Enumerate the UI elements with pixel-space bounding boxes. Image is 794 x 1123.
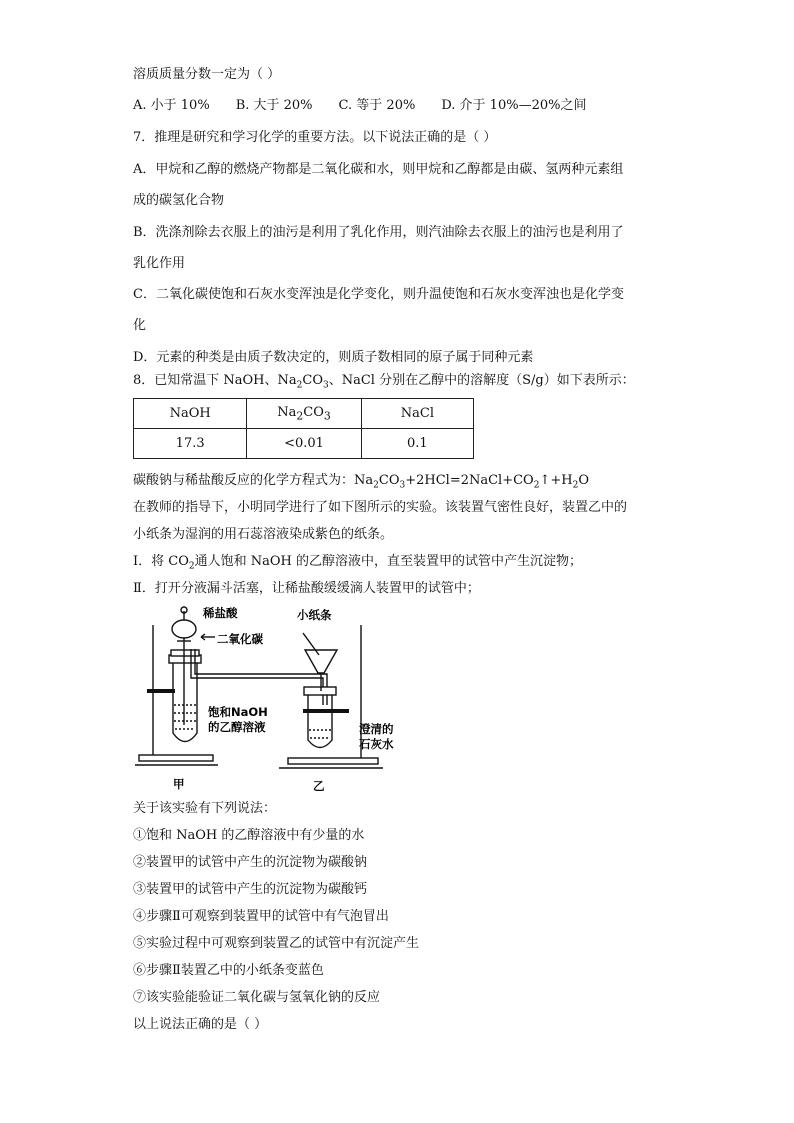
q8-step2: Ⅱ．打开分液漏斗活塞，让稀盐酸缓缓滴人装置甲的试管中； xyxy=(133,581,480,596)
q8-equation: 碳酸钠与稀盐酸反应的化学方程式为：$Na_2CO_3+2HCl=2NaCl+CO_2↑+H_2O$ xyxy=(133,473,589,491)
label-solution-line2: 的乙醇溶液 xyxy=(208,720,266,734)
q8-statement-4: ④步骤Ⅱ可观察到装置甲的试管中有气泡冒出 xyxy=(133,909,389,924)
q7-option-a-line2: 成的碳氢化合物 xyxy=(133,193,225,208)
table-header-na2co3: $Na_2CO_3$ xyxy=(247,399,361,429)
q6-option-d: D. 介于 10%—20%之间 xyxy=(441,98,587,113)
table-row xyxy=(134,399,474,429)
q7-option-a-line1: A．甲烷和乙醇的燃烧产物都是二氧化碳和水，则甲烷和乙醇都是由碳、氢两种元素组 xyxy=(133,162,624,177)
table-cell-naoh: 17.3 xyxy=(134,429,247,459)
q8-step1: I．将 $CO_2$通人饱和 NaOH 的乙醇溶液中，直至装置甲的试管中产生沉淀物； xyxy=(133,554,582,572)
q6-options xyxy=(133,97,612,115)
q6-option-a: A. 小于 10% xyxy=(133,98,210,113)
q8-statement-2: ②装置甲的试管中产生的沉淀物为碳酸钠 xyxy=(133,855,368,870)
q8-stem: 8．已知常温下 NaOH、$Na_2CO_3$、NaCl 分别在乙醇中的溶解度（S/g）如下表所示： xyxy=(133,373,635,391)
table-cell-nacl: 0.1 xyxy=(361,429,473,459)
q8-statement-3: ③装置甲的试管中产生的沉淀物为碳酸钙 xyxy=(133,882,368,897)
table-header-nacl: NaCl xyxy=(361,399,473,429)
table-cell-na2co3: <0.01 xyxy=(247,429,361,459)
q8-statement-5: ⑤实验过程中可观察到装置乙的试管中有沉淀产生 xyxy=(133,936,420,951)
solubility-table xyxy=(133,398,474,459)
q8-statement-6: ⑥步骤Ⅱ装置乙中的小纸条变蓝色 xyxy=(133,963,324,978)
label-apparatus-jia: 甲 xyxy=(173,777,185,791)
q8-final-question: 以上说法正确的是（ ） xyxy=(133,1017,268,1032)
label-limewater-line2: 石灰水 xyxy=(359,737,394,751)
q7-option-b-line2: 乳化作用 xyxy=(133,256,186,271)
q7-option-b-line1: B．洗涤剂除去衣服上的油污是利用了乳化作用，则汽油除去衣服上的油污也是利用了 xyxy=(133,225,624,240)
q8-statement-7: ⑦该实验能验证二氧化碳与氢氧化钠的反应 xyxy=(133,990,381,1005)
q7-option-c-line1: C．二氧化碳使饱和石灰水变浑浊是化学变化，则升温使饱和石灰水变浑浊也是化学变 xyxy=(133,287,624,302)
q8-statement-1: ①饱和 NaOH 的乙醇溶液中有少量的水 xyxy=(133,828,365,843)
q8-desc-line2: 小纸条为湿润的用石蕊溶液染成紫色的纸条。 xyxy=(133,527,394,542)
apparatus-figure xyxy=(133,605,423,795)
table-header-naoh: NaOH xyxy=(134,399,247,429)
q8-desc-line1: 在教师的指导下，小明同学进行了如下图所示的实验。该装置气密性良好，装置乙中的 xyxy=(133,500,628,515)
q8-about: 关于该实验有下列说法： xyxy=(133,801,277,816)
q6-option-c: C. 等于 20% xyxy=(338,98,416,113)
label-acid: 稀盐酸 xyxy=(203,606,238,620)
q6-stem-tail: 溶质质量分数一定为（ ） xyxy=(133,67,281,82)
label-solution-line1: 饱和NaOH xyxy=(208,705,268,719)
q7-stem: 7．推理是研究和学习化学的重要方法。以下说法正确的是（ ） xyxy=(133,130,497,145)
label-apparatus-yi: 乙 xyxy=(313,779,325,793)
label-co2: 二氧化碳 xyxy=(217,632,263,646)
label-paper-strip: 小纸条 xyxy=(297,608,332,622)
q7-option-c-line2: 化 xyxy=(133,318,147,333)
table-row xyxy=(134,429,474,459)
label-limewater-line1: 澄清的 xyxy=(359,722,394,736)
q6-option-b: B. 大于 20% xyxy=(235,98,313,113)
q7-option-d: D．元素的种类是由质子数决定的，则质子数相同的原子属于同种元素 xyxy=(133,350,534,365)
